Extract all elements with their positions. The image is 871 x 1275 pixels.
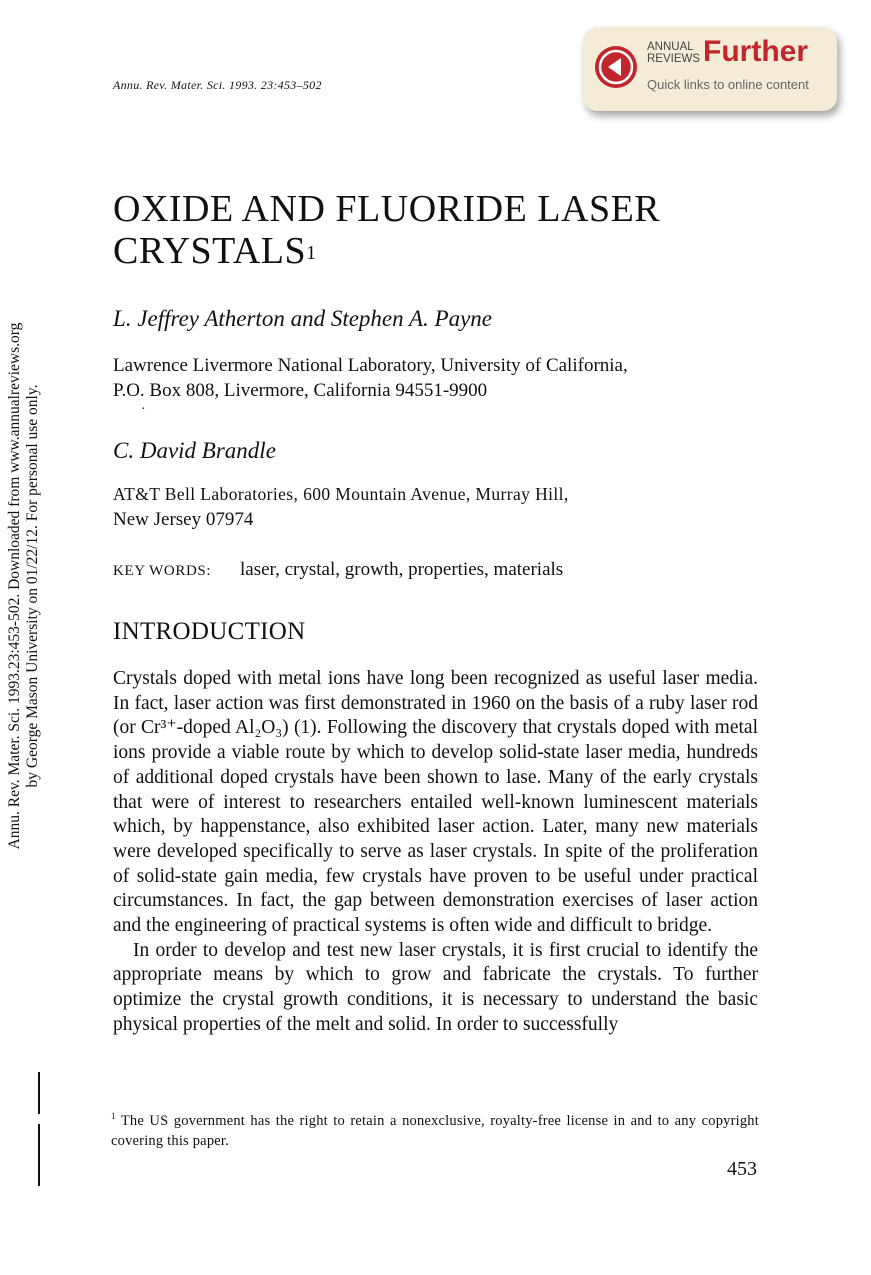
footnote: $^1$ The US government has the right to retain a nonexclusive, royalty-free license in and to any copyright covering this paper.	[111, 1111, 759, 1149]
badge-further-label: Further	[703, 35, 808, 68]
journal-reference: Annu. Rev. Mater. Sci. 1993. 23:453–502	[113, 78, 322, 92]
authors-secondary: C. David Brandle	[113, 438, 276, 463]
margin-rule	[38, 1072, 40, 1114]
authors-primary: L. Jeffrey Atherton and Stephen A. Payne	[113, 306, 492, 331]
affiliation-secondary-line2: New Jersey 07974	[113, 509, 254, 530]
article-title: OXIDE AND FLUORIDE LASER CRYSTALS$^1$	[113, 188, 661, 272]
stray-dot: ·	[141, 402, 146, 417]
badge-annual-reviews-label: ANNUAL REVIEWS	[647, 41, 701, 65]
section-heading: INTRODUCTION	[113, 618, 306, 645]
footnote-mark: 1	[111, 1111, 116, 1121]
further-badge[interactable]	[583, 27, 837, 111]
paragraph: Crystals doped with metal ions have long been recognized as useful laser media. In fact, laser action was first demonstrated in 1960 on the basis of a ruby laser rod (or Cr³⁺-doped Al₂O₃) (1). Following the discovery that crystals doped with metal ions provide a viable route by which to develop solid-state laser media, hundreds of additional doped crystals have been shown to lase. Many of the early crystals that were of interest to researchers entailed well-known luminescent materials which, by happenstance, also exhibited laser action. Later, many new materials were developed specifically to serve as laser crystals. In spite of the proliferation of solid-state gain media, few crystals have proven to be useful under practical circumstances. In fact, the gap between demonstration exercises of laser action and the engineering of practical systems is often wide and difficult to bridge.	[113, 668, 758, 937]
badge-quick-links-label[interactable]: Quick links to online content	[647, 77, 809, 92]
keywords-label: KEY WORDS:	[113, 563, 212, 579]
margin-rule	[38, 1124, 40, 1186]
affiliation-primary: Lawrence Livermore National Laboratory, University of California, P.O. Box 808, Livermore, California 94551-9900	[113, 355, 628, 401]
arrow-left-icon	[594, 45, 638, 89]
paragraph: In order to develop and test new laser crystals, it is first crucial to identify the appropriate means by which to grow and fabricate the crystals. To further optimize the crystal growth conditions, it is necessary to understand the basic physical properties of the melt and solid. In order to successfully	[113, 939, 758, 1035]
title-footnote-mark: 1	[306, 242, 317, 264]
body-text	[113, 667, 758, 1038]
keywords-text: laser, crystal, growth, properties, materials	[240, 559, 564, 580]
affiliation-secondary-line1: AT&T Bell Laboratories, 600 Mountain Avenue, Murray Hill,	[113, 484, 569, 504]
page-number: 453	[727, 1158, 757, 1180]
